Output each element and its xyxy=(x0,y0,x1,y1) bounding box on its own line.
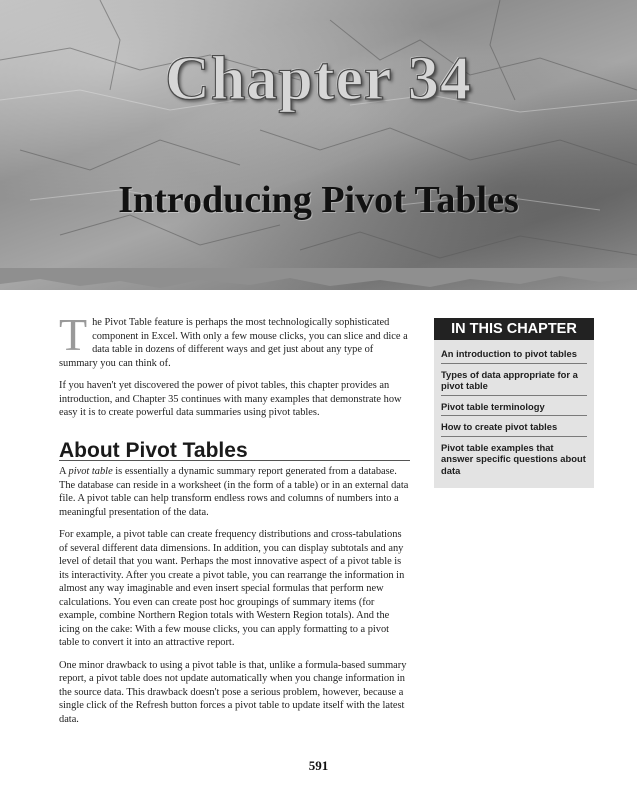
text-run: A xyxy=(59,466,69,477)
section-paragraph-1 xyxy=(59,465,410,519)
section-paragraph-3: One minor drawback to using a pivot table is that, unlike a formula-based summary report, a pivot table does not update automatically when you change information in the source data. This drawback doesn't pose a serious problem, however, because a single click of the Refresh button forces a pivot table to update itself with the latest data. xyxy=(59,659,407,725)
in-this-chapter-sidebar xyxy=(434,318,594,488)
sidebar-item: How to create pivot tables xyxy=(441,416,587,437)
pivot-table-term: pivot table xyxy=(68,466,113,477)
main-column xyxy=(59,309,410,735)
sidebar-item: Pivot table terminology xyxy=(441,396,587,417)
drop-cap: T xyxy=(59,309,88,360)
page-number: 591 xyxy=(308,758,329,773)
text-run: is essentially a dynamic summary report generated from a database. The database can reside in a worksheet (in the form of a table) or in an external data file. A pivot table can help transform endless rows and columns of numbers into a meaningful presentation of the data. xyxy=(59,466,409,518)
chapter-title: Introducing Pivot Tables xyxy=(118,179,519,221)
intro-text: he Pivot Table feature is perhaps the most technologically sophisticated component in Excel. With only a few mouse clicks, you can slice and dice a data table in dozens of different ways and get just about any type of summary you can think of. xyxy=(59,317,408,369)
sidebar-heading: IN THIS CHAPTER xyxy=(434,318,594,340)
section-heading: About Pivot Tables xyxy=(59,444,410,462)
intro-paragraph-2: If you haven't yet discovered the power of pivot tables, this chapter provides an introduction, and Chapter 35 continues with many examples that demonstrate how easy it is to create powerful data summaries using pivot tables. xyxy=(59,380,402,418)
sidebar-item: Pivot table examples that answer specific questions about data xyxy=(441,441,586,476)
sidebar-item: An introduction to pivot tables xyxy=(441,343,587,364)
chapter-label: Chapter 34 xyxy=(165,45,472,113)
sidebar-list xyxy=(434,340,594,479)
torn-edge-shape xyxy=(0,268,637,290)
intro-paragraph xyxy=(59,309,410,370)
sidebar-item: Types of data appropriate for a pivot table xyxy=(441,364,587,396)
chapter-banner xyxy=(0,0,637,290)
section-paragraph-2: For example, a pivot table can create frequency distributions and cross-tabulations of several different data dimensions. In addition, you can display subtotals and any level of detail that you want. Perhaps the most innovative aspect of a pivot table is its interactivity. After you create a pivot table, you can rearrange the information in almost any way imaginable and even insert special formulas that perform new calculations. You even can create post hoc groupings of summary items (for example, combine Northern Region totals with Western Region totals). And the icing on the cake: With a few mouse clicks, you can apply formatting to a pivot table to convert it into an attractive report. xyxy=(59,529,405,648)
